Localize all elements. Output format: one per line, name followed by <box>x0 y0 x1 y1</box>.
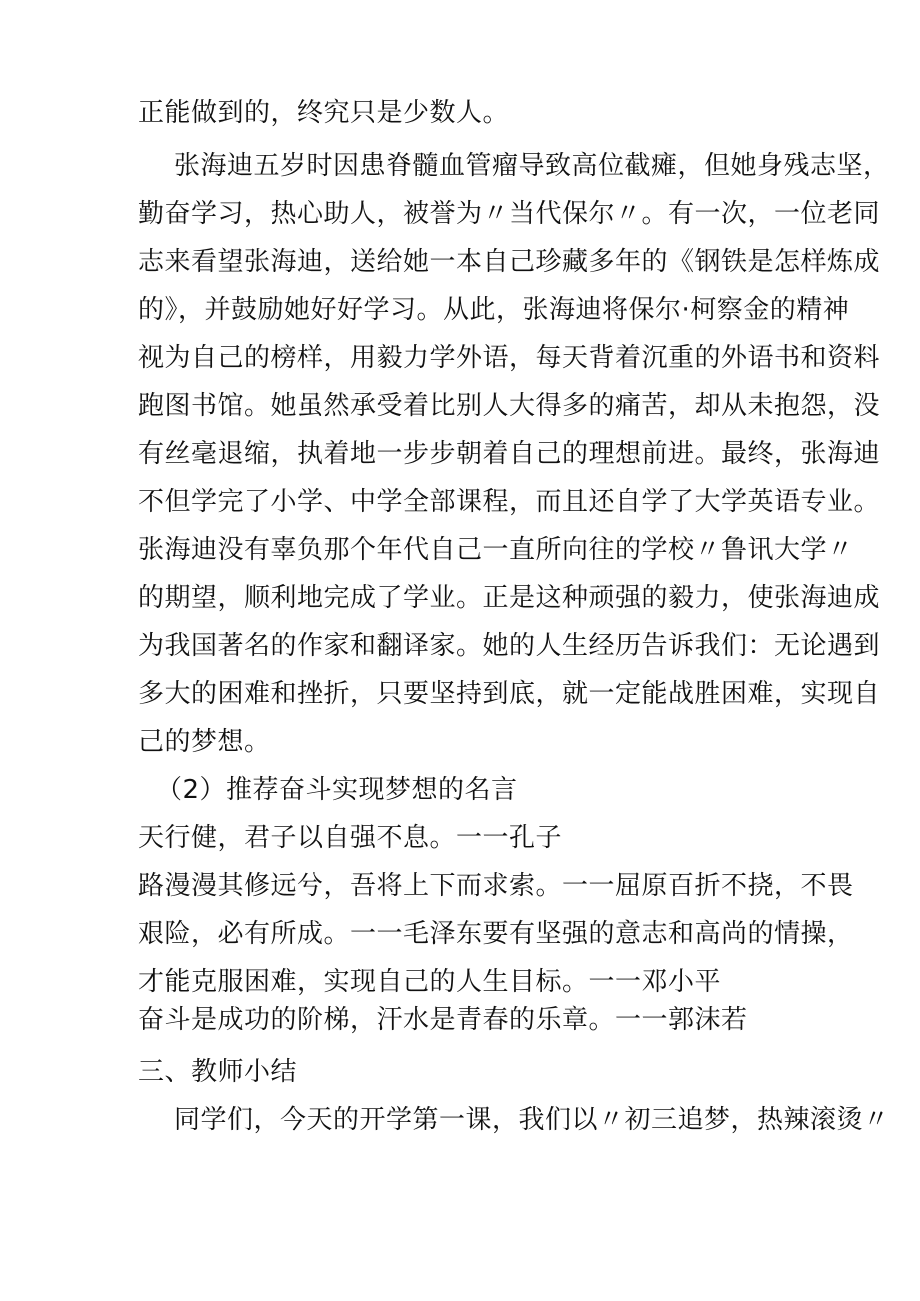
text-line-7: 跑图书馆。她虽然承受着比别人大得多的痛苦，却从未抱怨，没 <box>138 391 881 421</box>
text-line-1: 正能做到的，终究只是少数人。 <box>138 98 510 128</box>
text-line-11: 的期望，顺利地完成了学业。正是这种顽强的毅力，使张海迪成 <box>138 583 881 613</box>
quote-line-5: 奋斗是成功的阶梯，汗水是青春的乐章。一一郭沫若 <box>138 1005 748 1035</box>
text-line-13: 多大的困难和挫折，只要坚持到底，就一定能战胜困难，实现自 <box>138 679 881 709</box>
text-line-12: 为我国著名的作家和翻译家。她的人生经历告诉我们：无论遇到 <box>138 631 881 661</box>
text-line-3: 勤奋学习，热心助人，被誉为〃当代保尔〃。有一次，一位老同 <box>138 199 881 229</box>
paragraph-zhang-haidi-start: 张海迪五岁时因患脊髓血管瘤导致高位截瘫，但她身残志坚， <box>174 151 890 181</box>
section-heading-quotes: （2）推荐奋斗实现梦想的名言 <box>156 775 518 805</box>
text-line-14: 己的梦想。 <box>138 727 271 757</box>
quote-line-4: 才能克服困难，实现自己的人生目标。一一邓小平 <box>138 967 722 997</box>
text-line-4: 志来看望张海迪，送给她一本自己珍藏多年的《钢铁是怎样炼成 <box>138 247 881 277</box>
quote-line-3: 艰险，必有所成。一一毛泽东要有坚强的意志和高尚的情操， <box>138 919 854 949</box>
quote-line-1: 天行健，君子以自强不息。一一孔子 <box>138 823 563 853</box>
text-line-10: 张海迪没有辜负那个年代自己一直所向往的学校〃鲁讯大学〃 <box>138 535 854 565</box>
text-line-8: 有丝毫退缩，执着地一步步朝着自己的理想前进。最终，张海迪 <box>138 439 881 469</box>
quote-line-2: 路漫漫其修远兮，吾将上下而求索。一一屈原百折不挠，不畏 <box>138 871 854 901</box>
summary-paragraph-start: 同学们，今天的开学第一课，我们以〃初三追梦，热辣滚烫〃 <box>174 1105 890 1135</box>
text-line-6: 视为自己的榜样，用毅力学外语，每天背着沉重的外语书和资料 <box>138 343 881 373</box>
text-line-5: 的》，并鼓励她好好学习。从此，张海迪将保尔·柯察金的精神 <box>138 295 850 325</box>
text-line-9: 不但学完了小学、中学全部课程，而且还自学了大学英语专业。 <box>138 487 881 517</box>
section-heading-summary: 三、教师小结 <box>138 1057 298 1087</box>
